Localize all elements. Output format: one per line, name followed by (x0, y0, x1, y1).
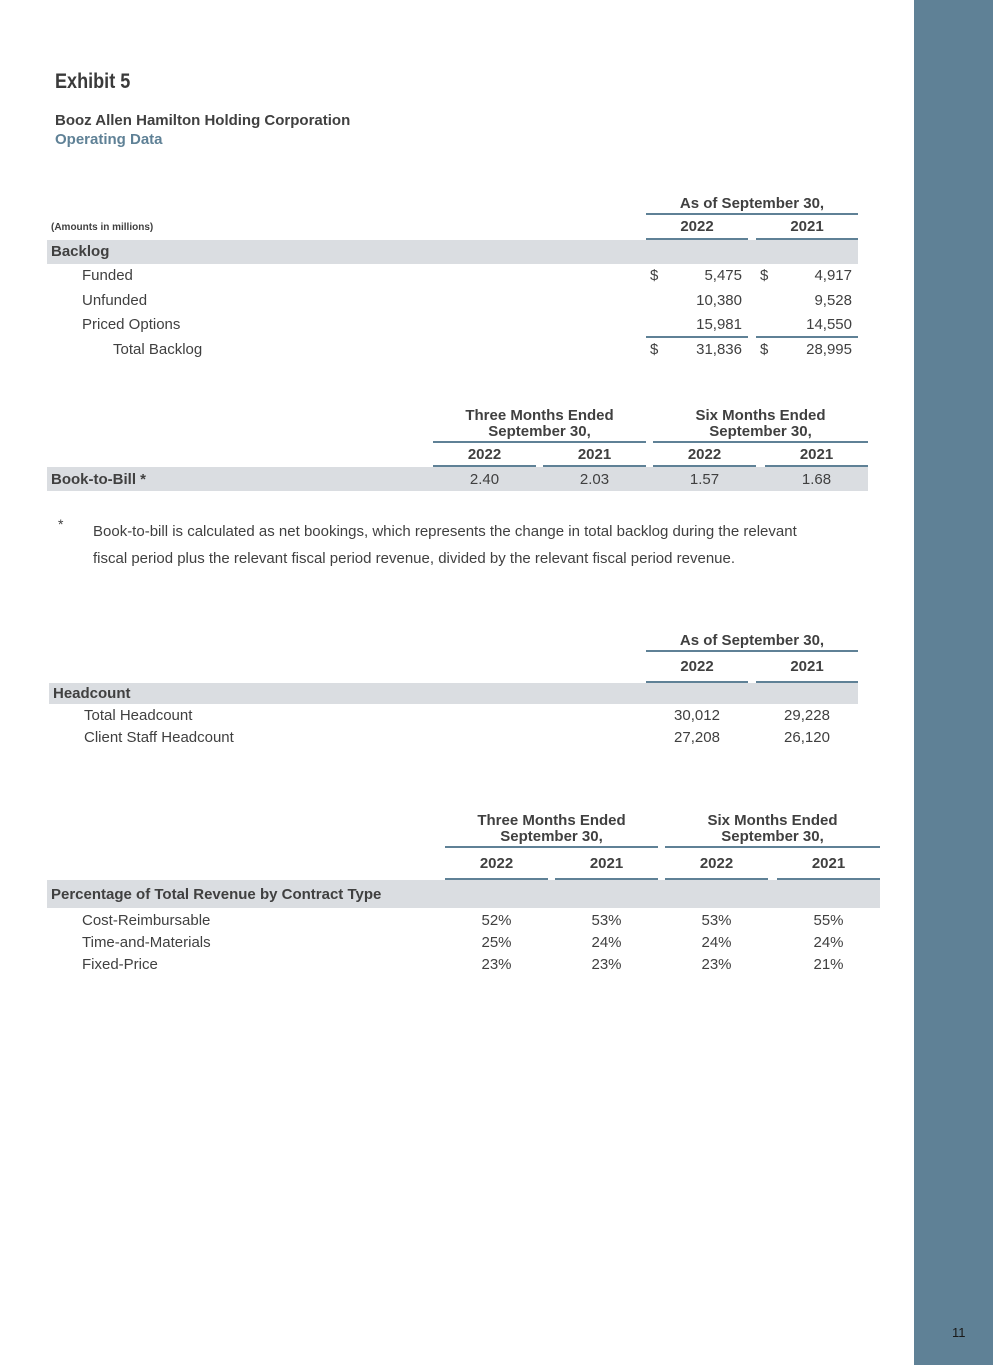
table-row-label: Fixed-Price (82, 956, 158, 973)
group-rule (445, 846, 658, 848)
table-cell: 30,012 (674, 707, 720, 724)
table-cell: 55% (813, 912, 844, 929)
table-row-label: Priced Options (82, 316, 181, 333)
group-rule (665, 846, 880, 848)
backlog-section-band (47, 240, 858, 264)
backlog-group-rule (646, 213, 858, 215)
table-cell: 1.57 (689, 471, 720, 488)
table-cell: 14,550 (806, 316, 852, 333)
table-cell: 23% (701, 956, 732, 973)
table-cell: 5,475 (704, 267, 742, 284)
three-months-header (445, 813, 658, 845)
headcount-band (49, 683, 858, 704)
footnote-marker: * (58, 516, 64, 532)
table-cell: 15,981 (696, 316, 742, 333)
currency-symbol: $ (760, 267, 769, 284)
exhibit-title: Exhibit 5 (55, 70, 131, 93)
six-months-header-line2: September 30, (721, 828, 824, 845)
revenue-mix-section-label: Percentage of Total Revenue by Contract Type (51, 886, 382, 903)
group-rule (433, 441, 646, 443)
currency-symbol: $ (650, 267, 659, 284)
table-cell: 26,120 (784, 729, 830, 746)
table-row-label: Total Headcount (84, 707, 193, 724)
currency-symbol: $ (650, 341, 659, 358)
side-color-band (914, 0, 993, 1365)
three-months-header-line2: September 30, (500, 828, 603, 845)
backlog-group-header: As of September 30, (679, 195, 825, 212)
footnote-line-2: fiscal period plus the relevant fiscal period revenue, divided by the relevant fiscal period revenue. (93, 550, 736, 567)
three-months-header (433, 408, 646, 440)
backlog-year-2021: 2021 (790, 218, 824, 235)
six-months-header-line2: September 30, (709, 423, 812, 440)
table-cell: 52% (481, 912, 512, 929)
column-year: 2021 (799, 446, 834, 463)
table-cell: 53% (701, 912, 732, 929)
three-months-header-line1: Three Months Ended (477, 812, 626, 829)
column-year: 2021 (577, 446, 612, 463)
column-year: 2021 (811, 855, 846, 872)
page-number: 11 (952, 1325, 966, 1340)
column-year: 2022 (687, 446, 722, 463)
three-months-header-line2: September 30, (488, 423, 591, 440)
currency-symbol: $ (760, 341, 769, 358)
company-name: Booz Allen Hamilton Holding Corporation (55, 112, 351, 129)
column-year: 2022 (467, 446, 502, 463)
footnote-line-1: Book-to-bill is calculated as net bookings, which represents the change in total backlog during the relevant (93, 523, 797, 540)
table-cell: 2.03 (579, 471, 610, 488)
subtotal-rule (756, 336, 858, 338)
column-year: 2021 (790, 658, 824, 675)
table-cell: 2.40 (469, 471, 500, 488)
table-row-label: Funded (82, 267, 133, 284)
six-months-header-line1: Six Months Ended (695, 407, 826, 424)
table-row-label: Client Staff Headcount (84, 729, 234, 746)
amounts-note: (Amounts in millions) (51, 222, 154, 233)
table-cell: 10,380 (696, 292, 742, 309)
table-cell: 23% (591, 956, 622, 973)
table-cell: 29,228 (784, 707, 830, 724)
table-cell: 24% (701, 934, 732, 951)
table-cell: 31,836 (696, 341, 742, 358)
group-rule (653, 441, 868, 443)
table-cell: 9,528 (814, 292, 852, 309)
column-year: 2022 (479, 855, 514, 872)
six-months-header-line1: Six Months Ended (707, 812, 838, 829)
three-months-header-line1: Three Months Ended (465, 407, 614, 424)
backlog-section-label: Backlog (51, 243, 110, 260)
table-cell: 24% (813, 934, 844, 951)
table-cell: 1.68 (801, 471, 832, 488)
column-year: 2022 (680, 658, 714, 675)
column-year: 2021 (589, 855, 624, 872)
table-cell: 23% (481, 956, 512, 973)
table-cell: 25% (481, 934, 512, 951)
table-cell: 28,995 (806, 341, 852, 358)
six-months-header (665, 813, 880, 845)
table-cell: 24% (591, 934, 622, 951)
group-rule (646, 650, 858, 652)
table-cell: 4,917 (814, 267, 852, 284)
table-cell: 27,208 (674, 729, 720, 746)
table-cell: 21% (813, 956, 844, 973)
headcount-section-label: Headcount (53, 685, 131, 702)
table-row-label: Cost-Reimbursable (82, 912, 211, 929)
section-subtitle: Operating Data (55, 131, 163, 148)
column-year: 2022 (699, 855, 734, 872)
book-to-bill-label: Book-to-Bill * (51, 471, 146, 488)
backlog-year-2022: 2022 (680, 218, 714, 235)
six-months-header (653, 408, 868, 440)
table-row-label: Time-and-Materials (82, 934, 211, 951)
headcount-group-header: As of September 30, (679, 632, 825, 649)
table-row-label: Unfunded (82, 292, 148, 309)
table-row-label: Total Backlog (113, 341, 203, 358)
table-cell: 53% (591, 912, 622, 929)
subtotal-rule (646, 336, 748, 338)
